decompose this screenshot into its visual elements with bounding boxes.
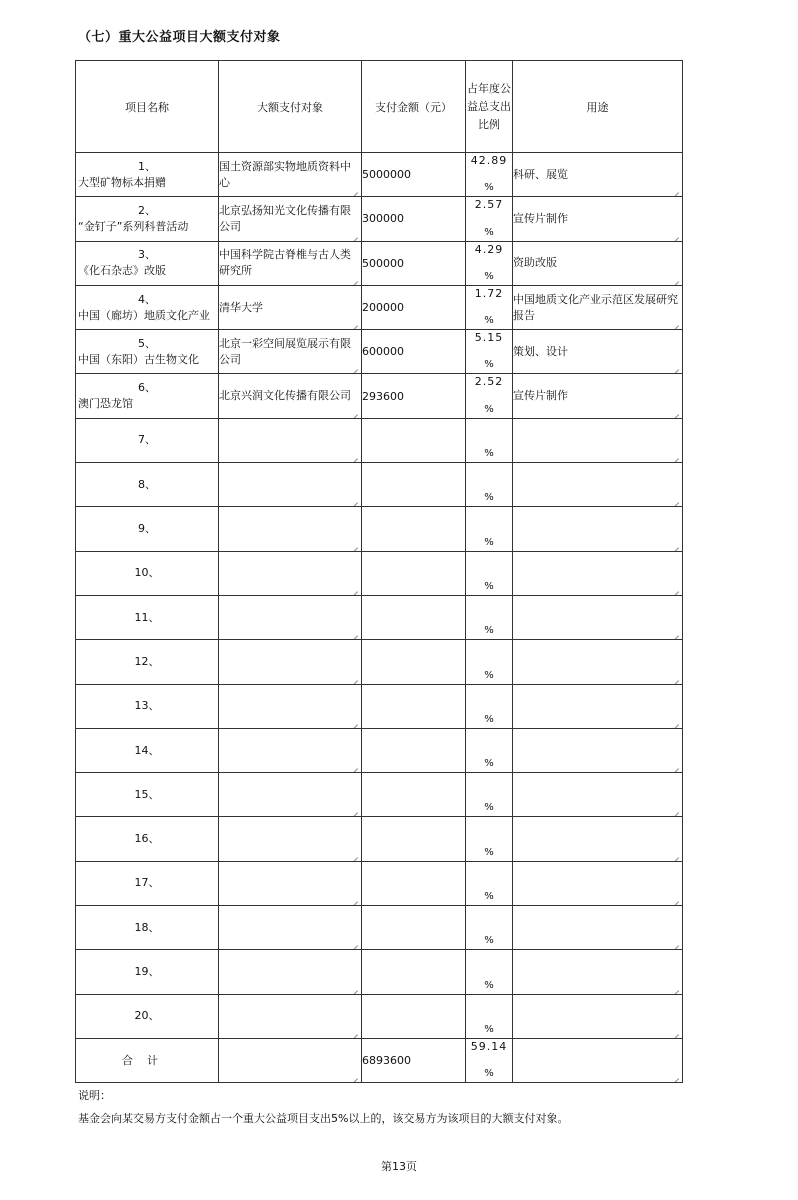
payee-field[interactable]: [219, 463, 362, 507]
table-row: [76, 994, 683, 1038]
project-name: 《化石杂志》改版: [78, 264, 166, 278]
percent-sign: %: [484, 403, 494, 415]
amount-text: 500000: [362, 256, 404, 270]
payee-field[interactable]: [219, 551, 362, 595]
payee-field[interactable]: [219, 241, 362, 285]
resize-grip-icon[interactable]: [351, 939, 358, 946]
resize-grip-icon[interactable]: [672, 1028, 679, 1035]
percent-field[interactable]: [466, 551, 513, 595]
percent-sign: %: [484, 802, 494, 814]
total-row: [76, 1038, 683, 1082]
resize-grip-icon[interactable]: [351, 1028, 358, 1035]
total-amount-text: 6893600: [362, 1053, 411, 1067]
percent-field[interactable]: [466, 950, 513, 994]
percent-field[interactable]: [466, 463, 513, 507]
resize-grip-icon[interactable]: [672, 674, 679, 681]
section-title: （七）重大公益项目大额支付对象: [78, 30, 281, 45]
amount-text: 5000000: [362, 168, 411, 182]
amount-field[interactable]: [362, 197, 466, 241]
amount-field[interactable]: [362, 817, 466, 861]
percent-field[interactable]: [466, 507, 513, 551]
amount-text: 200000: [362, 301, 404, 315]
resize-grip-icon[interactable]: [672, 496, 679, 503]
row-number: 14、: [134, 743, 160, 757]
payee-field[interactable]: [219, 507, 362, 551]
table-row: [76, 241, 683, 285]
payee-field[interactable]: [219, 595, 362, 639]
project-name-cell: [76, 640, 219, 684]
percent-sign: %: [484, 935, 494, 947]
use-field[interactable]: [513, 463, 683, 507]
payee-field[interactable]: [219, 153, 362, 197]
project-name-cell: [76, 418, 219, 462]
payee-field[interactable]: [219, 197, 362, 241]
resize-grip-icon[interactable]: [672, 186, 679, 193]
resize-grip-icon[interactable]: [351, 319, 358, 326]
total-amount-field[interactable]: [362, 1038, 466, 1082]
payee-text: 清华大学: [219, 300, 263, 314]
percent-value: 4.29: [474, 242, 504, 256]
header-amount: 支付金额（元）: [362, 61, 466, 153]
percent-field[interactable]: [466, 817, 513, 861]
percent-value: 5.15: [474, 331, 504, 345]
percent-field[interactable]: [466, 330, 513, 374]
percent-value: 42.89: [470, 154, 508, 167]
percent-sign: %: [484, 625, 494, 637]
payee-field[interactable]: [219, 950, 362, 994]
resize-grip-icon[interactable]: [672, 851, 679, 858]
table-row: [76, 817, 683, 861]
use-field[interactable]: [513, 153, 683, 197]
payee-field[interactable]: [219, 861, 362, 905]
project-name-cell: [76, 153, 219, 197]
amount-field[interactable]: [362, 153, 466, 197]
resize-grip-icon[interactable]: [672, 629, 679, 636]
payee-text: 中国科学院古脊椎与古人类研究所: [219, 248, 351, 278]
use-text: 科研、展览: [513, 167, 568, 181]
row-number: 1、: [138, 159, 156, 173]
project-name-cell: [76, 330, 219, 374]
percent-sign: %: [484, 669, 494, 681]
resize-grip-icon[interactable]: [351, 186, 358, 193]
table-row: [76, 507, 683, 551]
project-name-cell: [76, 463, 219, 507]
resize-grip-icon[interactable]: [351, 452, 358, 459]
use-field[interactable]: [513, 374, 683, 418]
table-row: [76, 595, 683, 639]
resize-grip-icon[interactable]: [351, 275, 358, 282]
table-row: [76, 551, 683, 595]
use-text: 宣传片制作: [513, 211, 568, 225]
project-name-cell: [76, 551, 219, 595]
percent-field[interactable]: [466, 861, 513, 905]
percent-sign: %: [484, 359, 494, 371]
use-field[interactable]: [513, 418, 683, 462]
amount-field[interactable]: [362, 463, 466, 507]
use-field[interactable]: [513, 285, 683, 329]
resize-grip-icon[interactable]: [351, 231, 358, 238]
row-number: 15、: [134, 787, 160, 801]
table-row: [76, 728, 683, 772]
table-row: [76, 153, 683, 197]
project-name-cell: [76, 861, 219, 905]
percent-field[interactable]: [466, 241, 513, 285]
header-use: 用途: [513, 61, 683, 153]
use-field[interactable]: [513, 861, 683, 905]
percent-field[interactable]: [466, 773, 513, 817]
total-percent-value: 59.14: [470, 1039, 508, 1053]
header-payee: 大额支付对象: [219, 61, 362, 153]
payee-field[interactable]: [219, 817, 362, 861]
table-body: [76, 153, 683, 1039]
use-field[interactable]: [513, 197, 683, 241]
resize-grip-icon[interactable]: [672, 585, 679, 592]
table-row: [76, 773, 683, 817]
use-field[interactable]: [513, 950, 683, 994]
amount-field[interactable]: [362, 285, 466, 329]
payee-field[interactable]: [219, 728, 362, 772]
project-name-cell: [76, 374, 219, 418]
percent-sign: %: [484, 270, 494, 282]
percent-sign: %: [484, 1067, 494, 1079]
resize-grip-icon[interactable]: [672, 541, 679, 548]
use-field[interactable]: [513, 994, 683, 1038]
note-label: 说明：: [78, 1089, 111, 1102]
resize-grip-icon[interactable]: [351, 851, 358, 858]
row-number: 10、: [134, 566, 160, 580]
resize-grip-icon[interactable]: [351, 674, 358, 681]
project-name: “金钉子”系列科普活动: [78, 219, 189, 233]
use-field[interactable]: [513, 773, 683, 817]
percent-sign: %: [484, 846, 494, 858]
project-name: 澳门恐龙馆: [78, 397, 133, 411]
percent-sign: %: [484, 580, 494, 592]
payee-text: 北京一彩空间展览展示有限公司: [219, 336, 351, 366]
row-number: 6、: [138, 381, 156, 395]
use-field[interactable]: [513, 330, 683, 374]
row-number: 5、: [138, 336, 156, 350]
payee-text: 北京弘扬知光文化传播有限公司: [219, 203, 351, 233]
use-field[interactable]: [513, 241, 683, 285]
row-number: 19、: [134, 964, 160, 978]
percent-sign: %: [484, 315, 494, 327]
table-row: [76, 330, 683, 374]
project-name-cell: [76, 507, 219, 551]
amount-field[interactable]: [362, 684, 466, 728]
table-row: [76, 463, 683, 507]
total-label: 合计: [76, 1038, 219, 1082]
row-number: 2、: [138, 203, 156, 217]
row-number: 12、: [134, 654, 160, 668]
payee-text: 国土资源部实物地质资料中心: [219, 159, 351, 189]
total-percent-field[interactable]: [466, 1038, 513, 1082]
row-number: 11、: [134, 610, 160, 624]
project-name-cell: [76, 595, 219, 639]
project-name-cell: [76, 817, 219, 861]
use-field[interactable]: [513, 507, 683, 551]
header-row: [76, 61, 683, 153]
resize-grip-icon[interactable]: [351, 363, 358, 370]
table-row: [76, 906, 683, 950]
project-name: 大型矿物标本捐赠: [78, 175, 166, 189]
amount-field[interactable]: [362, 507, 466, 551]
resize-grip-icon[interactable]: [351, 408, 358, 415]
percent-sign: %: [484, 891, 494, 903]
page-number: 第13页: [381, 1160, 417, 1173]
amount-field[interactable]: [362, 241, 466, 285]
use-text: 宣传片制作: [513, 389, 568, 403]
payee-field[interactable]: [219, 285, 362, 329]
table-row: [76, 861, 683, 905]
amount-field[interactable]: [362, 861, 466, 905]
table-row: [76, 374, 683, 418]
percent-field[interactable]: [466, 197, 513, 241]
resize-grip-icon[interactable]: [351, 541, 358, 548]
percent-value: 1.72: [474, 286, 504, 300]
payee-field[interactable]: [219, 418, 362, 462]
total-payee-field[interactable]: [219, 1038, 362, 1082]
row-number: 9、: [138, 522, 156, 536]
row-number: 4、: [138, 292, 156, 306]
percent-sign: %: [484, 536, 494, 548]
resize-grip-icon[interactable]: [672, 895, 679, 902]
resize-grip-icon[interactable]: [672, 408, 679, 415]
percent-sign: %: [484, 758, 494, 770]
payee-field[interactable]: [219, 374, 362, 418]
total-use-field[interactable]: [513, 1038, 683, 1082]
use-field[interactable]: [513, 595, 683, 639]
payee-text: 北京兴润文化传播有限公司: [219, 389, 351, 403]
table-row: [76, 285, 683, 329]
percent-field[interactable]: [466, 640, 513, 684]
amount-field[interactable]: [362, 551, 466, 595]
amount-field[interactable]: [362, 374, 466, 418]
percent-field[interactable]: [466, 684, 513, 728]
row-number: 7、: [138, 433, 156, 447]
resize-grip-icon[interactable]: [672, 452, 679, 459]
percent-sign: %: [484, 448, 494, 460]
use-field[interactable]: [513, 640, 683, 684]
percent-sign: %: [484, 182, 494, 194]
percent-field[interactable]: [466, 595, 513, 639]
project-name: 中国（东阳）古生物文化: [78, 352, 199, 366]
amount-field[interactable]: [362, 418, 466, 462]
percent-value: 2.57: [474, 198, 504, 212]
payee-field[interactable]: [219, 906, 362, 950]
amount-text: 300000: [362, 212, 404, 226]
amount-text: 600000: [362, 345, 404, 359]
amount-field[interactable]: [362, 950, 466, 994]
project-name-cell: [76, 950, 219, 994]
row-number: 17、: [134, 876, 160, 890]
payee-field[interactable]: [219, 640, 362, 684]
header-project-name: 项目名称: [76, 61, 219, 153]
payee-field[interactable]: [219, 994, 362, 1038]
project-name-cell: [76, 684, 219, 728]
amount-field[interactable]: [362, 906, 466, 950]
use-field[interactable]: [513, 728, 683, 772]
payee-field[interactable]: [219, 773, 362, 817]
percent-sign: %: [484, 226, 494, 238]
resize-grip-icon[interactable]: [672, 231, 679, 238]
row-number: 16、: [134, 832, 160, 846]
payee-field[interactable]: [219, 330, 362, 374]
resize-grip-icon[interactable]: [672, 984, 679, 991]
table-row: [76, 418, 683, 462]
resize-grip-icon[interactable]: [351, 1072, 358, 1079]
header-percent: 占年度公益总支出比例: [466, 61, 513, 153]
resize-grip-icon[interactable]: [672, 1072, 679, 1079]
amount-field[interactable]: [362, 994, 466, 1038]
amount-field[interactable]: [362, 640, 466, 684]
use-text: 中国地质文化产业示范区发展研究报告: [513, 292, 678, 322]
row-number: 20、: [134, 1009, 160, 1023]
table-row: [76, 640, 683, 684]
percent-field[interactable]: [466, 418, 513, 462]
resize-grip-icon[interactable]: [351, 984, 358, 991]
percent-sign: %: [484, 979, 494, 991]
percent-field[interactable]: [466, 906, 513, 950]
percent-sign: %: [484, 713, 494, 725]
amount-field[interactable]: [362, 330, 466, 374]
use-field[interactable]: [513, 551, 683, 595]
amount-field[interactable]: [362, 595, 466, 639]
resize-grip-icon[interactable]: [672, 806, 679, 813]
percent-sign: %: [484, 492, 494, 504]
project-name-cell: [76, 197, 219, 241]
use-text: 策划、设计: [513, 344, 568, 358]
project-name-cell: [76, 285, 219, 329]
payment-table: [75, 60, 683, 1083]
resize-grip-icon[interactable]: [672, 319, 679, 326]
resize-grip-icon[interactable]: [351, 762, 358, 769]
resize-grip-icon[interactable]: [351, 585, 358, 592]
table-row: [76, 950, 683, 994]
use-text: 资助改版: [513, 256, 557, 270]
table-row: [76, 684, 683, 728]
resize-grip-icon[interactable]: [672, 275, 679, 282]
row-number: 3、: [138, 248, 156, 262]
resize-grip-icon[interactable]: [351, 806, 358, 813]
percent-field[interactable]: [466, 994, 513, 1038]
amount-field[interactable]: [362, 773, 466, 817]
payee-field[interactable]: [219, 684, 362, 728]
resize-grip-icon[interactable]: [351, 629, 358, 636]
percent-field[interactable]: [466, 285, 513, 329]
row-number: 13、: [134, 699, 160, 713]
row-number: 8、: [138, 477, 156, 491]
project-name-cell: [76, 773, 219, 817]
resize-grip-icon[interactable]: [672, 762, 679, 769]
resize-grip-icon[interactable]: [351, 895, 358, 902]
resize-grip-icon[interactable]: [351, 496, 358, 503]
row-number: 18、: [134, 920, 160, 934]
amount-field[interactable]: [362, 728, 466, 772]
amount-text: 293600: [362, 389, 404, 403]
project-name-cell: [76, 728, 219, 772]
resize-grip-icon[interactable]: [672, 363, 679, 370]
percent-field[interactable]: [466, 153, 513, 197]
resize-grip-icon[interactable]: [672, 718, 679, 725]
resize-grip-icon[interactable]: [351, 718, 358, 725]
note-text: 基金会向某交易方支付金额占一个重大公益项目支出5%以上的，该交易方为该项目的大额支付对象。: [78, 1112, 569, 1125]
use-field[interactable]: [513, 684, 683, 728]
resize-grip-icon[interactable]: [672, 939, 679, 946]
use-field[interactable]: [513, 906, 683, 950]
use-field[interactable]: [513, 817, 683, 861]
percent-field[interactable]: [466, 374, 513, 418]
project-name-cell: [76, 906, 219, 950]
percent-value: 2.52: [474, 375, 504, 389]
percent-sign: %: [484, 1023, 494, 1035]
project-name-cell: [76, 994, 219, 1038]
project-name: 中国（廊坊）地质文化产业: [78, 308, 210, 322]
percent-field[interactable]: [466, 728, 513, 772]
table-row: [76, 197, 683, 241]
project-name-cell: [76, 241, 219, 285]
